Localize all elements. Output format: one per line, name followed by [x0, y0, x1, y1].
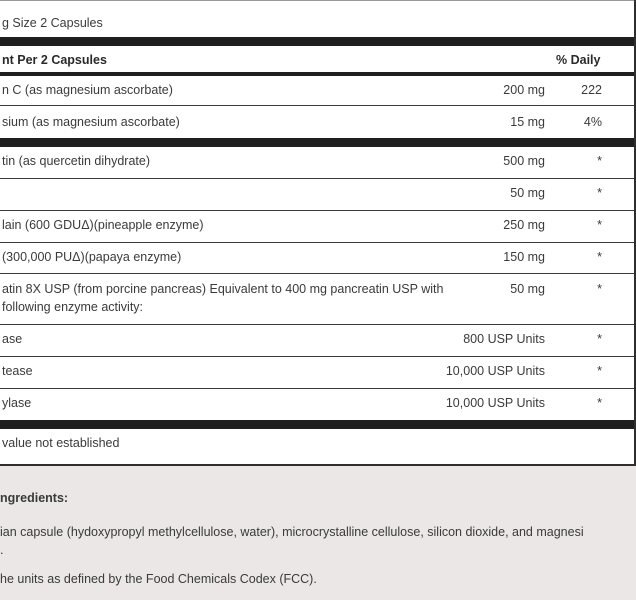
fcc-units-note: he units as defined by the Food Chemicals Codex (FCC). — [0, 572, 317, 586]
row-divider — [0, 242, 634, 243]
serving-size: g Size 2 Capsules — [2, 16, 103, 30]
ingredient-pancreatin: atin 8X USP (from porcine pancreas) Equivalent to 400 mg pancreatin USP with — [2, 282, 444, 296]
ingredient-dv: * — [597, 250, 602, 264]
ingredient-amount: 50 mg — [510, 186, 545, 200]
thick-divider — [0, 37, 634, 46]
other-ingredients-heading: ngredients: — [0, 491, 69, 505]
enzyme-amount: 10,000 USP Units — [445, 364, 545, 378]
daily-value-header: % Daily — [556, 53, 601, 67]
enzyme-lipase: ase — [2, 332, 23, 346]
nutrient-name-magnesium: sium (as magnesium ascorbate) — [2, 115, 180, 129]
row-divider — [0, 324, 634, 325]
medium-divider — [0, 72, 634, 76]
enzyme-dv: * — [597, 396, 602, 410]
row-divider — [0, 105, 634, 106]
row-divider — [0, 356, 634, 357]
enzyme-dv: * — [597, 332, 602, 346]
enzyme-amount: 10,000 USP Units — [445, 396, 545, 410]
ingredient-papain: (300,000 PUΔ)(papaya enzyme) — [2, 250, 182, 264]
ingredient-dv: * — [597, 186, 602, 200]
row-divider — [0, 388, 634, 389]
nutrient-amount: 15 mg — [510, 115, 545, 129]
row-divider — [0, 273, 634, 274]
enzyme-amylase: ylase — [2, 396, 32, 410]
ingredient-bromelain: lain (600 GDUΔ)(pineapple enzyme) — [2, 218, 204, 232]
row-divider — [0, 210, 634, 211]
enzyme-dv: * — [597, 364, 602, 378]
ingredient-amount: 500 mg — [503, 154, 545, 168]
nutrient-name-vitamin-c: n C (as magnesium ascorbate) — [2, 83, 173, 97]
ingredient-amount: 150 mg — [503, 250, 545, 264]
row-divider — [0, 178, 634, 179]
enzyme-protease: tease — [2, 364, 33, 378]
ingredient-amount: 50 mg — [510, 282, 545, 296]
ingredient-amount: 250 mg — [503, 218, 545, 232]
nutrient-dv: 4% — [583, 115, 602, 129]
other-ingredients-text-cont: . — [0, 543, 4, 557]
nutrient-dv: 222 — [581, 83, 602, 97]
nutrient-amount: 200 mg — [503, 83, 545, 97]
ingredient-dv: * — [597, 218, 602, 232]
ingredient-quercetin: tin (as quercetin dihydrate) — [2, 154, 150, 168]
thick-divider — [0, 420, 634, 429]
enzyme-amount: 800 USP Units — [463, 332, 545, 346]
other-ingredients-text: ian capsule (hydoxypropyl methylcellulose, water), microcrystalline cellulose, silicon dioxide, and magnesi — [0, 525, 584, 539]
ingredients-section — [0, 466, 600, 600]
ingredient-dv: * — [597, 282, 602, 296]
ingredient-pancreatin-cont: following enzyme activity: — [2, 300, 144, 314]
daily-value-footnote: value not established — [2, 436, 120, 450]
thick-divider — [0, 138, 634, 147]
amount-per-serving-header: nt Per 2 Capsules — [2, 53, 107, 67]
ingredient-dv: * — [597, 154, 602, 168]
top-border — [0, 0, 634, 1]
